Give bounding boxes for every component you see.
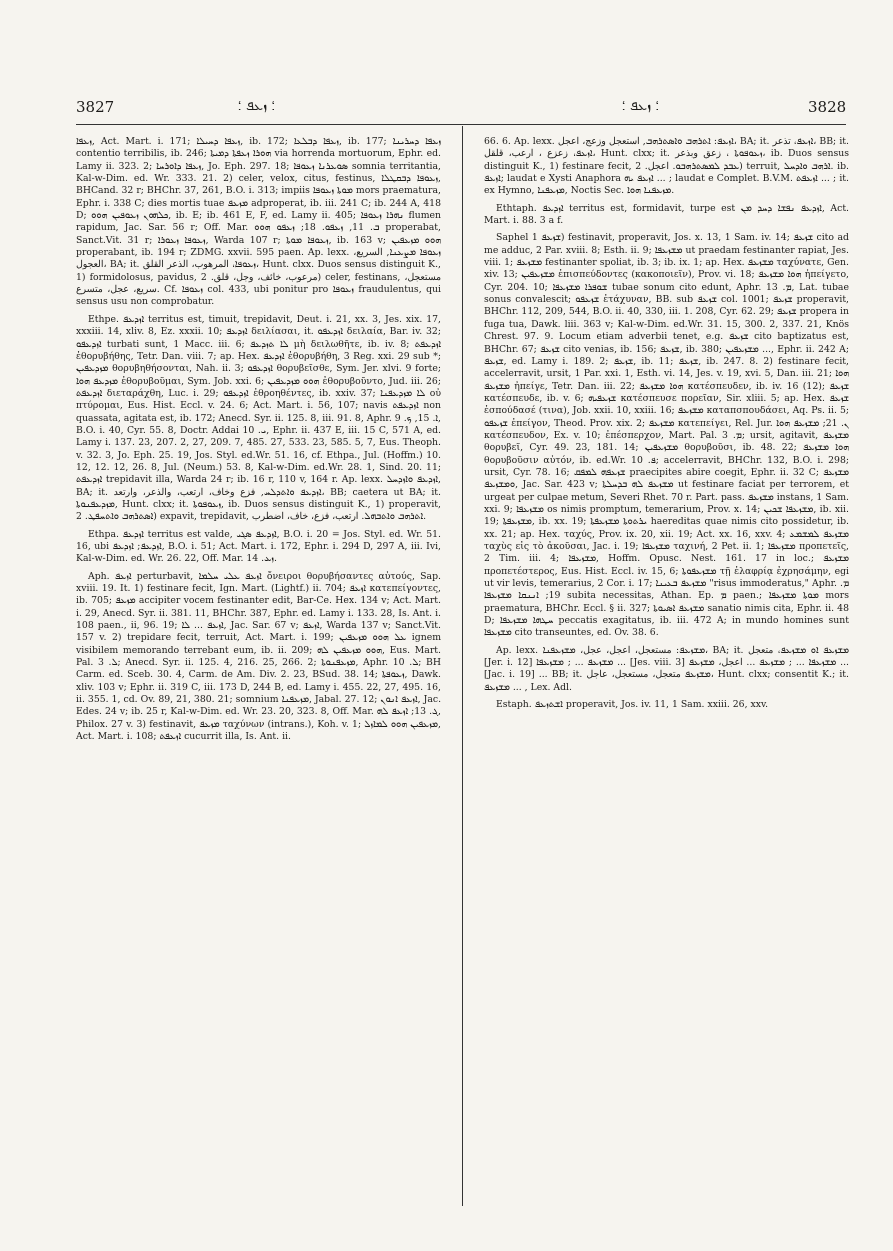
right-column: [484, 136, 849, 1196]
entry-ethpe: Ethpe. ܐܙܕܥܦ territus est, timuit, trepidavit, Deut. i. 21, xx. 3, Jes. xix. 17, xxxiii. 14, xliv. 8, Ez. xxxii. 10; ܐܙܕܥܦ δειλίασαι, it. ܐܙܕܥܦܘ δειλαία, Bar. iv. 32; ܐܙܕܥܦܘ turbati sunt, 1 Macc. iii. 6; ܠܐ ܬܙܕܥܦ μὴ δειλωθῆτε, ib. iv. 8; ܐܙܕܥܦܬ ἐθορυβήθης, Tetr. Dan. viii. 7; ap. Hex. ܐܙܕܥܦ ἐθορυβήθη, 3 Reg. xxi. 29 sub *; ܡܙܕܥܦܝܢ θορυβηθήσονται, Nah. ii. 3; ܐܙܕܥܦܘ θορυβεῖσθε, Sym. Jer. xlvi. 9 forte; ܡܙܕܥܦ ܗܘܐ ἐθορυβοῦμαι, Sym. Job. xxi. 6; ܗܘܘ ܡܙܕܥܦܝܢ ἐθορυβοῦντο, Jud. iii. 26; ܐܙܕܥܦܬ διεταράχθη, Luc. i. 29; ܐܙܕܥܦܘ ἐθροηθέντες, ib. xxiv. 37; ܠܐ ܡܙܕܥܦܢܐ οὐ πτύρομαι, Eus. Hist. Eccl. v. 24. 6; Act. Mart. i. 56, 107; navis ܐܙܕܥܦܬ non quassata, agitata est, ib. 172; Anecd. Syr. ii. 125. 8, iii. 91. 8, Aphr. ܐ. 15, ܟ. 9, B.O. i. 40, Cyr. 55. 8, Doctr. Addai ܝ. 10, Ephr. ii. 437 E, iii. 15 C, 571 A, ed. Lamy i. 137. 23, 207. 2, 27, 209. 7, 485. 27, 533. 23, 585. 5, 7, Eus. Theoph. v. 32. 3, Jo. Eph. 25. 19, Jos. Styl. ed.Wr. 51. 16, cf. Ethpa., Jul. (Hoffm.) 10. 12, 12. 12, 26. 8, Jul. (Neum.) 53. 8, Kal-w-Dim. ed.Wr. 28. 1, Sind. 20. 11; ܐܙܕܥܦܬ trepidavit illa, Warda 24 r; ib. 16 r, 110 v, 164 r. Ap. lexx. ܐܙܕܥܦ ܘܐܙܕܚܠ, BA; it. ܐܙܕܥܦ ܘܐܬܕܠܚ, فزع وخاف، ارتعب، والذعر، وارتعد، BB; caetera ut BA; it. ܡܙܕܥܦܢܘܬܐ, Hunt. clxx; it. ܙܥܘܦܘܬܐ, ib. Duos sensus distinguit K., 1) properavit, ܐܣܬܪܗܒ ܘܐܬܚܦܛ. 2) expavit, trepidavit, ܐܬܪܗܒ ܘܐܬܒܗܠ. ارتعب، فزع، خاف، اضطرب.: [76, 313, 441, 523]
column-divider: [462, 126, 463, 1206]
right-running-head: ؛ ܙܥܦ ؛: [622, 98, 660, 114]
left-page-number: 3827: [76, 98, 115, 116]
right-page-number: 3828: [808, 98, 847, 116]
entry-aph: Aph. ܐܙܥܦ perturbavit, ܐܙܥܦ ܥܠܝ ܚܠܡܐ ὄνειροι θορυβήσαντες αὐτούς, Sap. xviii. 19. It. 1) festinare fecit, Ign. Mart. (Lightf.) ii. 704; ܐܙܥܦ κατεπείγοντες, ib. 705; ܡܙܥܦ accipiter vocem festinanter edit, Bar-Ce. Hex. 134 v; Act. Mart. i. 29, Anecd. Syr. ii. 381. 11, BHChr. 387, Ephr. ed. Lamy i. 133. 28, Is. Ant. i. 108 paen., ii, 96. 19; ܐܙܥܦ ... ܠܐ, Jac. Sar. 67 v; ܐܙܥܦ, Warda 137 v; Sanct.Vit. 157 v. 2) trepidare fecit, terruit, Act. Mart. i. 199; ܥܠ ܗܘܘ ܡܙܥܦܝܢ ignem visibilem memorando terrebant eum, ib. ii. 209; ܗܘܘ ܡܙܥܦܝܢ ܠܗ, Eus. Mart. Pal. ܠ. 3; Anecd. Syr. ii. 125. 4, 216. 25, 266. 2; ܡܙܥܦܢܘܬܐ, Aphr. ܠ. 10; BH Carm. ed. Sceb. 30. 4, Carm. de Am. Div. 2. 23, BSud. 38. 14; ܙܥܘܦܬܐ, Dawk. xliv. 103 v; Ephr. ii. 319 C, iii. 173 D, 244 B, ed. Lamy i. 455. 22, 27, 495. 16, ii. 355. 1, cd. Ov. 89, 21, 380. 21; somnium ܡܙܥܦܢܐ, Jabal. 27. 12; ܐܙܥܦ ܐܢܘܢ, Jac. Edes. 24 v; ib. 25 r, Kal-w-Dim. ed. Wr. 23. 20, 323. 8, Off. Mar. ܓ. 13; ܐܙܥܦ ܠܗ, Philox. 27 v. 3) festinavit, ܡܙܥܦ ταχύνων (intrans.), Koh. v. 1; ܡܙܥܦܝܢ ܗܘܘ ܠܡܐܙܠ, Act. Mart. i. 108; ܐܙܥܦܬ cucurrit illa, Is. Ant. ii.: [76, 570, 441, 743]
entry-ethtaph: Ethtaph. ܐܙܕܥܦ territus est, formidavit, turpe est ܐܙܕܥܦ ܢܦܫܐ ܕܚܕ ܡܢ, Act. Mart. i. 88. 3 a f.: [484, 202, 849, 227]
header-rule: [76, 124, 846, 125]
left-running-head: ؛ ܙܥܦ ؛: [238, 98, 276, 114]
entry-ethpa: Ethpa. ܐܙܕܥܦ territus est valde, ܐܙܕܥܦ ܣܓܝ, B.O. i. 20 = Jos. Styl. ed. Wr. 51. 16, ubi ܐܙܕܥܦ; ܐܙܕܥܦ, B.O. i. 51; Act. Mart. i. 172, Ephr. i. 294 D, 297 A, iii. Ivi, Kal-w-Dim. ed. Wr. 26. 22, Off. Mar. ܙܥ. 14.: [76, 528, 441, 565]
entry-paragraph: ܙܥܦܐ, Act. Mart. i. 171; ܙܥܦܐ ܕܚܝܠܐ, ib. 172; ܙܥܦܐ ܕܒܠܥܐ, ib. 177; ܙܥܦܐ ܕܚܪܝܢܐ contentio terribilis, ib. 246; ܗܘܪܐ ܙܥܦܬܐ ܕܡܝܬܐ via horrenda mortuorum, Ephr. ed. Lamy ii. 323. 2; ܙܥܦܐ ܕܐܘܪܚܐ, Jo. Eph. 297. 18; ܣܘܥܪܢܐ ܙܥܘܦܐ somnia territantia, Kal-w-Dim. ed. Wr. 333. 21. 2) celer, velox, citus, festinus, ܙܥܘܦܐ ܕܒܩܛܠܐ, BHCand. 32 r; BHChr. 37, 261, B.O. i. 313; impiis ܡܘܬܐ ܙܥܘܦܐ mors praematura, Ephr. i. 338 C; dies mortis tuae ܡܙܥܦ adproperat, ib. iii. 241 C; ib. 244 A, 418 D; ܟܠܗܘܢ ܙܥܘܦܝܢ ܗܘܘ, ib. E; ib. 461 E, F, ed. Lamy ii. 405; ܢܗܪܐ ܙܥܘܦܐ flumen rapidum, Jac. Sar. 56 r; Off. Mar. ܒ. 11, ܙܥܦܘ. 18; ܙܥܦܘ ܗܘܘ properabat, Sanct.Vit. 31 r; ܙܥܘܦܐ ܙܥܘܪܐ, Warda 107 r; ܙܥܘܦܐ ܡܘܬܐ, ib. 163 v; ܗܘܘ ܡܙܥܦܝܢ properabant, ib. 194 r; ZDMG. xxvii. 595 paen. Ap. lexx. ܙܥܘܦܐ ܡܨܥܢܐ, السريع، العجول، BA; it. ܙܥܘܦܐ، المرهوب، الذعر القلق، Hunt. clxx. Duos sensus distinguit K., 1) formidolosus, pavidus, مرعوب، خائف، وجل، قلق. 2) celer, festinans, مستعجل، سريع، عجل، متسرع. Cf. ܙܥܘܦܐ col. 433, ubi ponitur pro ܙܥܘܦܐ fraudulentus, qui sensus usu non comprobatur.: [76, 136, 441, 308]
entry-lexx: Ap. lexx. ܡܫܙܥܦ: مستعجل، اعجل، عجل، ܡܫܙܥܦܢܐ، BA; it. ܡܫܙܥܦ ܐܘ ܡܫܙܥܦ، متعجل [Jer. i. 12] ܡܫܙܥܦ ... ; ܡܫܙܥܦܐ ... [Jes. viii. 3] ܡܫܙܥܦܐ ... ; ܡܫܙܥܦ ... اعجل، ܡܫܙܥܦ ... [Jac. i. 19] ... BB; it. ܡܫܙܥܦ متعجل، مستعجل، عاجل، Hunt. clxx; consentit K.; it. ܡܫܙܥܦ ... , Lex. Adl.: [484, 644, 849, 693]
entry-saphel: Saphel ܫܙܥܦ 1) festinavit, properavit, Jos. x. 13, 1 Sam. iv. 14; ܫܙܥܦ cito ad me adduc, 2 Par. xviii. 8; Esth. ii. 9; ܡܫܙܥܦܐ ut praedam festinanter rapiat, Jes. viii. 1; ܡܫܙܥܦ festinanter spoliat, ib. 3; ib. ix. 1; ap. Hex. ܡܫܙܥܦ ταχύνατε, Gen. xiv. 13; ܡܫܙܥܦܝܢ ἐπισπεύδοντες (κακοποιεῖν), Prov. vi. 18; ܗܘܐ ܡܫܙܥܦ ἠπείγετο, Cyr. 204. 10; ܫܘܦܪܐ ܡܫܙܥܦܐ tubae sonum cito edunt, Aphr. ܡ. 13, Lat. tubae sonus convalescit; ܫܙܥܦܘ ἐτάχυναν, BB. sub ܫܙܥܦ col. 1001; ܫܙܥܦ properavit, BHChr. 112, 209, 544, B.O. ii. 40, 330, iii. 1. 208, Cyr. 62. 29; ܫܙܥܦ propera in fuga tua, Dawk. liii. 363 v; Kal-w-Dim. ed.Wr. 31. 15, 300. 2, 337. 21, Knös Chrest. 97. 9. Locum etiam adverbii tenet, e.g. ܫܙܥܦ cito baptizatus est, BHChr. 67; ܫܙܥܦ cito venias, ib. 156; ܫܙܥܦ, ib. 380; ܡܫܙܥܦܝܢ ..., Ephr. ii. 242 A; ܫܙܥܦ, ed. Lamy i. 189. 2; ܫܙܥܦ, ib. 11; ܫܙܥܦ, ib. 247. 8. 2) festinare fecit, accelerravit, ursit, 1 Par. xxi. 1, Esth. vi. 14, Jes. v. 19, xvi. 5, Dan. iii. 21; ܗܘܐ ܡܫܙܥܦ ἠπείγε, Tetr. Dan. iii. 22; ܗܘܐ ܡܫܙܥܦ κατέσπευδεν, ib. iv. 16 (12); ܫܙܥܦ κατέσπευδε, ib. v. 6; ܫܙܥܦܝܗ κατέσπευσε πορεῖαν, Sir. xliii. 5; ap. Hex. ܫܙܥܦ ἐσπούδασέ (τινα), Job. xxii. 10, xxiii. 16; ܡܫܙܥܦ καταπσπουδάσει, Aq. Ps. ii. 5; ܫܙܥܦܘ ἐπείγον, Theod. Prov. xix. 2; ܡܫܙܥܦ κατεπείγει, Rel. Jur. ܢ. 21; ܡܫܙܥܦ ܗܘܐ κατέσπευδον, Ex. v. 10; ἐπέσπερχον, Mart. Pal. ܡ. 3; ursit, agitavit, ܡܫܙܥܦ θορυβεῖ, Cyr. 49. 23, 181. 14; ܡܫܙܥܦܝܢ θορυβοῦσι, ib. 48. 22; ܗܘܐ ܡܫܙܥܦ θορυβοῦσιν αὐτόν, ib. ed.Wr. ܦ. 10; accelerravit, BHChr. 132, B.O. i. 298; ursit, Cyr. 78. 16; ܫܙܥܦܗ ܠܡܦܩ praecipites abire coegit, Ephr. ii. 32 C; ܡܫܙܥܦ ܘܡܫܙܥܦ, Jac. Sar. 423 v; ܡܫܙܥܦ ܠܗ ܒܕܚܠܬܐ ut festinare faciat per terrorem, et urgeat per culpae metum, Severi Rhet. 70 r. Part. pass. ܡܫܙܥܦ instans, 1 Sam. xxi. 9; ܡܫܙܥܦܐ os nimis promptum, temerarium, Prov. x. 14; ܡܫܙܥܦܐ ܫܟܝܢ, ib. xii. 19; ܡܫܙܥܦܬܐ, ib. xx. 19; ܝܪܬܘܬܐ ܡܫܙܥܦܬܐ haereditas quae nimis cito possidetur, ib. xx. 21; ap. Hex. ταχύς, Prov. ix. 20, xii. 19; Act. xx. 16, xxv. 4; ܡܫܙܥܦ ܠܡܫܡܥ ταχὺς εἰς τὸ ἀκοῦσαι, Jac. i. 19; ܡܫܙܥܦܐ ταχινή, 2 Pet. ii. 1; ܡܫܙܥܦܐ προπετεῖς, 2 Tim. iii. 4; ܡܫܙܥܦܐ, Hoffm. Opusc. Nest. 161. 17 in loc.; ܡܫܙܥܦ προπετέστερος, Eus. Hist. Eccl. iv. 15, 6; ܡܫܙܥܦܘܬܐ τῇ ἐλαφρίᾳ ἐχρησάμην, egi ut vir levis, temerarius, 2 Cor. i. 17; ܡܫܙܥܦ ܒܥܝܢܐ "risus immoderatus," Aphr. ܡ. 19; ܐܢܢܩܐ ܡܫܙܥܦܐ subita necessitas, Athan. Ep. ܡ paen.; ܡܘܬܐ ܡܫܙܥܦܐ mors praematura, BHChr. Eccl. § ii. 327; ܡܫܙܥܦ ܐܣܝܘܬܐ sanatio nimis cita, Ephr. ii. 48 D; ܚܛܗܐ ܡܫܙܥܦܐ peccatis exagitatus, ib. iii. 472 A; in mundo homines sunt ܡܫܙܥܦܐ cito transeuntes, ed. Ov. 38. 6.: [484, 232, 849, 639]
left-column: [76, 136, 441, 1196]
entry-estaph: Estaph. ܐܫܬܙܥܦ properavit, Jos. iv. 11, 1 Sam. xxiii. 26, xxv.: [496, 699, 769, 711]
entry-paragraph: 66. 6. Ap. lexx. ܐܙܥܦ: ܐܬܪܗܒ ܘܐܣܬܪܗܒ, استعجل وزعج، اعجل، BA; it. ܐܙܥܦ، تذعر، BB; it. ܐܙܥܦ، زعزع ، ارعب، قلقل، Hunt. clxx; it. ܙܥܘܦܘܬܐ ، زعق وبذعر، ib. Duos sensus distinguit K., 1) festinare fecit, ܥܒܕ ܠܡܣܬܪܗܒܘ. اعجل. 2) terruit, ܐܪܗܒ ܘܐܕܚܠ. ib. ܐܙܥܦ; laudat e Xysti Anaphora ܐܙܥܦ ܝܗ ... ; laudat e Complet. B.V.M. ܐܙܥܦܬ ... ; it. ex Hymno, ܡܙܥܦܢܐ, Noctis Sec. ܡܙܥܦܢܐ ܗܘܐ.: [484, 136, 849, 197]
